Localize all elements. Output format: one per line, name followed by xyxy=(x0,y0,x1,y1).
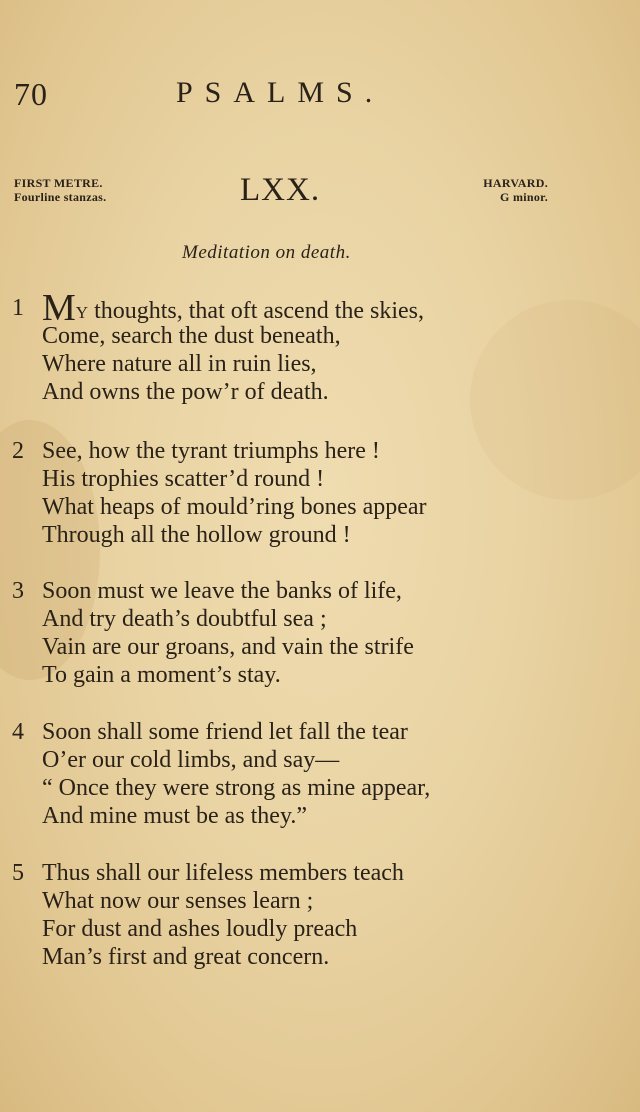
verse-line: And owns the pow’r of death. xyxy=(42,379,329,405)
verse-line: O’er our cold limbs, and say— xyxy=(42,747,340,773)
verse-line: See, how the tyrant triumphs here ! xyxy=(42,438,380,464)
verse-line: For dust and ashes loudly preach xyxy=(42,916,358,942)
stanza-form-label: Fourline stanzas. xyxy=(14,190,107,204)
small-capital: Y xyxy=(75,303,89,322)
verse-line: Through all the hollow ground ! xyxy=(42,522,351,548)
paper-stain xyxy=(470,300,640,500)
verse-line: And try death’s doubtful sea ; xyxy=(42,606,327,632)
verse-line: And mine must be as they.” xyxy=(42,803,308,829)
verse-number: 2 xyxy=(12,438,24,464)
tune-name: HARVARD. xyxy=(483,176,548,190)
metre-info xyxy=(14,176,106,204)
psalm-subtitle: Meditation on death. xyxy=(182,242,351,263)
page-number: 70 xyxy=(14,76,48,112)
verse-line: His trophies scatter’d round ! xyxy=(42,466,325,492)
verse-line: Thus shall our lifeless members teach xyxy=(42,860,404,886)
verse-line: Where nature all in ruin lies, xyxy=(42,351,317,377)
metre-label: FIRST METRE. xyxy=(14,176,103,190)
tune-info xyxy=(483,176,548,204)
verse-line: Soon must we leave the banks of life, xyxy=(42,578,402,604)
verse-number: 4 xyxy=(12,719,24,745)
verse-line: Come, search the dust beneath, xyxy=(42,323,341,349)
tune-key: G minor. xyxy=(500,190,548,204)
verse-line: What now our senses learn ; xyxy=(42,888,314,914)
drop-capital: M xyxy=(42,287,76,329)
verse-line: To gain a moment’s stay. xyxy=(42,662,281,688)
verse-number: 3 xyxy=(12,578,24,604)
verse-line: Soon shall some friend let fall the tear xyxy=(42,719,408,745)
verse-line: What heaps of mould’ring bones appear xyxy=(42,494,427,520)
verse-number: 5 xyxy=(12,860,24,886)
verse-line: “ Once they were strong as mine appear, xyxy=(42,775,431,801)
running-title: PSALMS. xyxy=(176,76,385,109)
psalm-number: LXX. xyxy=(240,172,321,208)
verse-line: Vain are our groans, and vain the strife xyxy=(42,634,414,660)
verse-line-text: thoughts, that oft ascend the skies, xyxy=(88,298,425,324)
verse-number: 1 xyxy=(12,295,24,321)
verse-line: Man’s first and great concern. xyxy=(42,944,330,970)
